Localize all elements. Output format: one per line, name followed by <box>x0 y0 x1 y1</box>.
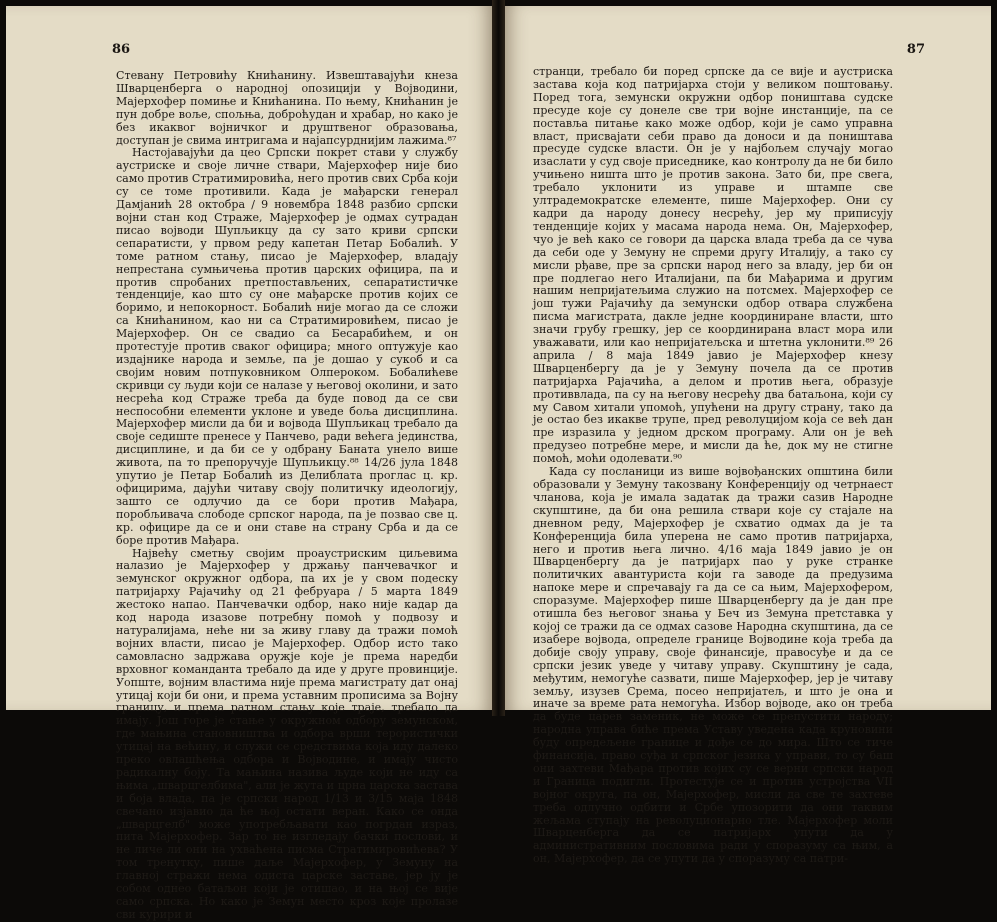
page-number-left: 86 <box>112 42 131 57</box>
right-page-text <box>533 66 893 866</box>
page-number-right: 87 <box>906 42 925 57</box>
paragraph: странци, требало би поред српске да се вије и аустриска застава која код патријарха стоји у великом поштовању. Поред тога, земунски окружни одбор поништава судске пресуде које су донеле све три војне инстанције, па се поставља питање како може одбор, који је само управна власт, присвајати себи право да доноси и да поништава пресуде судске власти. Он је у најбољем случају могао изаслати у суд своје приседнике, као контролу да не би било учињено ништа што је против закона. Зато би, пре свега, требало уклонити из управе и штампе све ултрадемократске елементе, пише Мајерхофер. Они су кадри да народу донесу несрећу, јер му приписују тенденције којих у масама народа нема. Он, Мајерхофер, чуо је већ како се говори да царска влада треба да се чува да себи оде у Земуну не спреми другу Италију, а тако су мисли рђаве, пре за српски народ него за владу, јер би он пре подлегао него Италијани, па би Мађарима и другим нашим непријатељима служио на потсмех. Мајерхофер се још тужи Рајачићу да земунски одбор отвара службена писма магистрата, дакле једне координиране власти, што значи грубу грешку, јер се координирана власт мора или уважавати, или као непријатељска и штетна уклонити.⁸⁹ 26 априла / 8 маја 1849 јавио је Мајерхофер кнезу Шварценбергу да је у Земуну почела да се против патријарха Рајачића, а делом и против њега, образује противвлада, па су на његову несрећу два батаљона, који су му Савом хитали упомоћ, упућени на другу страну, тако да је остао без икакве трупе, пред револуцијом која се већ дан пре изразила у једном дрском програму. Али он је већ предузео потребне мере, и мисли да ће, док му не стигне помоћ, моћи одолевати.⁹⁰ <box>533 65 893 466</box>
paragraph: Када су посланици из више војвођанских општина били образовали у Земуну такозвану Конференцију од четрнаест чланова, која је имала задатак да тражи сазив Народне скупштине, да би она решила ствари које су стајале на дневном реду, Мајерхофер је схватио одмах да је та Конференција била уперена не само против патријарха, него и против њега лично. 4/16 маја 1849 јавио је он Шварценбергу да је патријарх пао у руке странке политичких авантуриста који га заводе да предузима напоке мере и спречавају га да се са њим, Мајерхофером, споразуме. Мајерхофер пише Шварценбергу да је дан пре отишла без његовог знања у Беч из Земуна претставка у којој се тражи да се одмах сазове Народна скупштина, да се изабере војвода, определе границе Војводине која треба да добије своју управу, своје финансије, правосуђе и да се српски језик уведе у читаву управу. Скупштину је сада, међутим, немогуће сазвати, пише Мајерхофер, јер је читаву земљу, изузев Срема, посео непријатељ, и што је она и иначе за време рата немогућа. Избор војводе, ако он треба да буде царев заменик, не може се препустити народу; народна управа биће према Уставу уведена када круновини буду опредељене границе и дође се до мира. Што се тиче финансија, право суђа и српског језика у управи, то су баш они захтеви Мађара против којих су се верни српски народ и Граница подигли. Протестује се и против устројства VII војног округа, па он, Мајерхофер, мисли да све те захтеве треба одлучно одбити и Србе упозорити да они таквим жељама ступају на револуционарно тле. Мајерхофер моли Шварценберга да се патријарх упути да у административним пословима ради у споразуму са њим, а он, Мајерхофер, да се упути да у споразуму са патри- <box>533 465 893 866</box>
right-page <box>505 6 991 866</box>
paragraph: Највећу сметњу својим проаустриским циљевима налазио је Мајерхофер у држању панчевачког и земунског окружног одбора, па их је у свом подеску патријарху Рајачићу од 21 фебруара / 5 марта 1849 жестоко напао. Панчевачки одбор, нако није кадар да код народа изазове потребну помоћ у подвозу и натуралијама, неће ни за живу главу да тражи помоћ војних власти, писао је Мајерхофер. Одбор исто тако самовласно задржава оружје које је према наредби врховног команданта требало да иде у друге провинције. Уопште, војним властима није према магистрату дат онај утицај који би они, и према уставним прописима за Војну границу, и према ратном стању које траје, требало да имају. Још горе је стање у окружном одбору земунском, где мањина становништва и одбора врши терористички утицај на већину, и служи се средствима која иду далеко преко овлашћења одбора и Војводине, и имају чисто радикалну боју. Та мањина назива људе који не иду са њима „шварцгелбима", али је жута и црна царска застава и боја влада, па је српски народ 1/13 и 3/15 маја 1848 свечано изјавио да ће њој остати веран. Како се онда „шварцгелб" може употребљавати као погрдан израз, пита Мајерхофер. Зар то не изгледају бачки послови, и не личе ли они на ухваћена писма Стратимировићева? У том тренутку, пише даље Мајерхофер, у Земуну на главној стражи нема одиста царске заставе, јер ју је собом однео батаљон који је отишао, и на њој се вије само српска. Но како је Земун место кроз које пролазе сви курири и <box>116 546 458 921</box>
paragraph: Стевану Петровићу Книћанину. Извештавајући кнеза Шварценберга о народној опозицији у Војводини, Мајерхофер помиње и Книћанина. По њему, Книћанин је пун добре воље, спољња, доброћудан и храбар, но како је без икаквог војничког и друштвеног образовања, доступан је свима интригама и најапсурднијим лажима.⁸⁷ <box>116 69 458 147</box>
left-page-text <box>116 70 458 922</box>
left-page <box>6 6 492 921</box>
paragraph: Настојавајући да цео Српски покрет стави у службу аустриске и своје личне ствари, Мајерхофер није био само против Стратимировића, него против свих Срба који су се томе противили. Када је мађарски генерал Дамјанић 28 октобра / 9 новембра 1848 разбио српски војни стан код Страже, Мајерхофер је одмах сутрадан писао војводи Шупљикцу да су зато криви српски сепаратисти, у првом реду капетан Петар Бобалић. У томе ратном стању, писао је Мајерхофер, владају непрестана сумњичења против царских официра, па и против спробаних претпостављених, сепаратистичке тенденције, као што су оне мађарске против којих се боримо, и непокорност. Бобалић није могао да се сложи са Книћанином, као ни са Стратимировићем, писао је Мајерхофер. Он се свадио са Бесарабићем, и он протестује против сваког официра; много оптужује као издајнике народа и земље, па је дошао у сукоб и са својим новим потпуковником Олпероком. Бобалићеве скривци су људи који се налазе у његовој околини, и зато несрећа код Страже треба да буде повод да се сви неспособни елементи уклоне и уведе боља дисциплина. Мајерхофер мисли да би и војвода Шупљикац требало да своје седиште пренесе у Панчево, ради већега јединства, дисциплине, и да би се у одбрану Баната унело више живота, па то препоручује Шупљикцу.⁸⁸ 14/26 јула 1848 упутио је Петар Бобалић из Делиблата проглас ц. кр. официрима, дајући читаву своју политичку идеологију, зашто се одлучио да се бори против Мађара, поробљивача слободе српског народа, па је позвао све ц. кр. официре да се и они ставе на страну Срба и да се боре против Мађара. <box>116 146 458 547</box>
book-gutter <box>492 0 505 716</box>
